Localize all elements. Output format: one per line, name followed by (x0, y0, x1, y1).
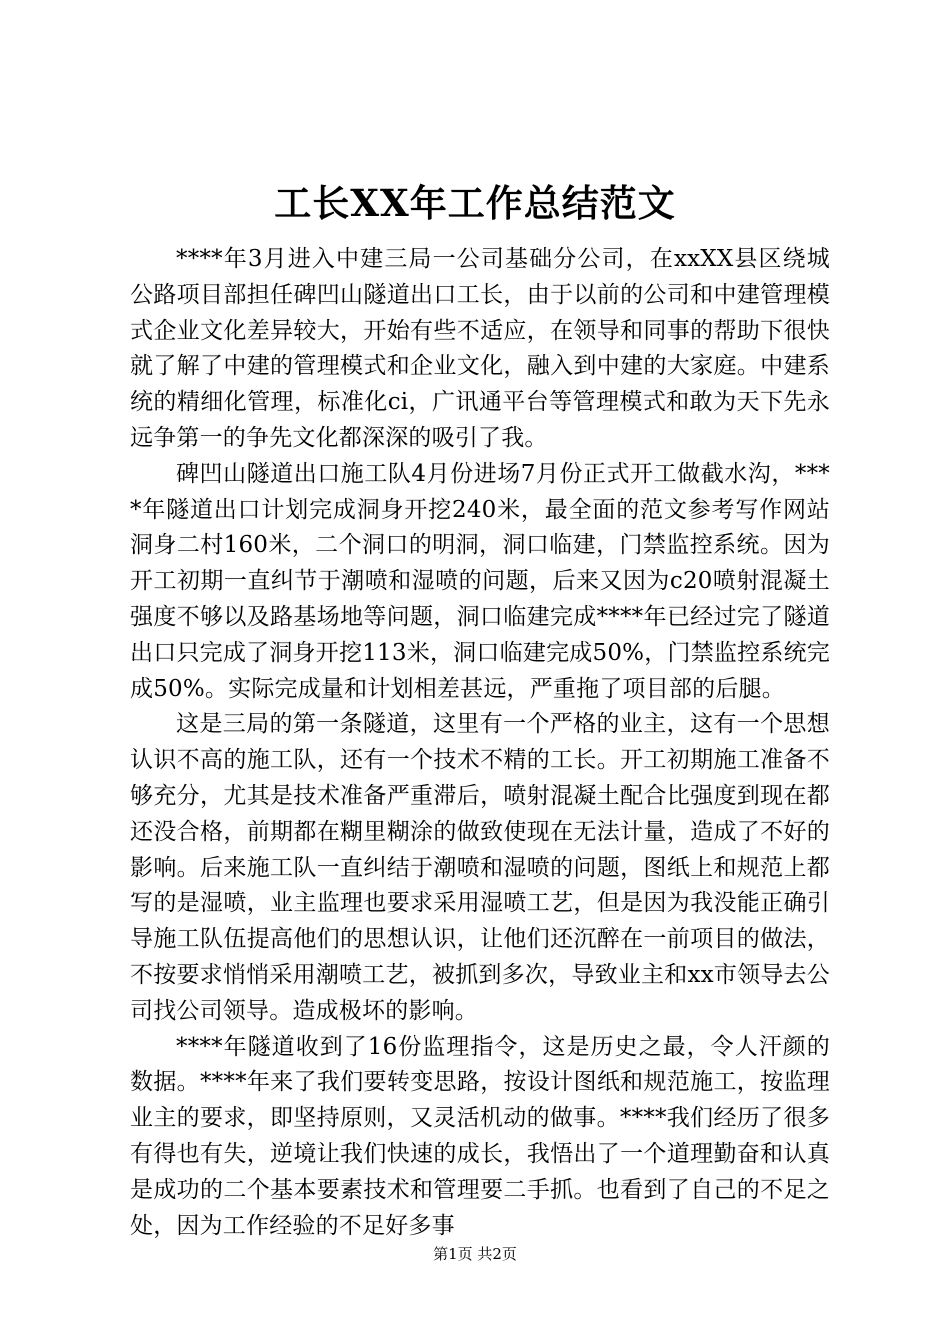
paragraph-2: 碑凹山隧道出口施工队4月份进场7月份正式开工做截水沟，****年隧道出口计划完成洞身开挖240米，最全面的范文参考写作网站洞身二村160米，二个洞口的明洞，洞口临建，门禁监控系统。因为开工初期一直纠节于潮喷和湿喷的问题，后来又因为c20喷射混凝土强度不够以及路基场地等问题，洞口临建完成****年已经过完了隧道出口只完成了洞身开挖113米，洞口临建完成50%，门禁监控系统完成50%。实际完成量和计划相差甚远，严重拖了项目部的后腿。 (130, 460, 830, 702)
paragraph-4: ****年隧道收到了16份监理指令，这是历史之最，令人汗颜的数据。****年来了我们要转变思路，按设计图纸和规范施工，按监理业主的要求，即坚持原则，又灵活机动的做事。****我们经历了很多有得也有失，逆境让我们快速的成长，我悟出了一个道理勤奋和认真是成功的二个基本要素技术和管理要二手抓。也看到了自己的不足之处，因为工作经验的不足好多事 (130, 1033, 830, 1239)
document-title: 工长XX年工作总结范文 (274, 181, 676, 225)
paragraph-1: ****年3月进入中建三局一公司基础分公司，在xxXX县区绕城公路项目部担任碑凹山隧道出口工长，由于以前的公司和中建管理模式企业文化差异较大，开始有些不适应，在领导和同事的帮助下很快就了解了中建的管理模式和企业文化，融入到中建的大家庭。中建系统的精细化管理，标准化ci，广讯通平台等管理模式和敢为天下先永远争第一的争先文化都深深的吸引了我。 (130, 246, 830, 451)
document-body (130, 242, 830, 1244)
paragraph-3: 这是三局的第一条隧道，这里有一个严格的业主，这有一个思想认识不高的施工队，还有一个技术不精的工长。开工初期施工准备不够充分，尤其是技术准备严重滞后，喷射混凝土配合比强度到现在都还没合格，前期都在糊里糊涂的做致使现在无法计量，造成了不好的影响。后来施工队一直纠结于潮喷和湿喷的问题，图纸上和规范上都写的是湿喷，业主监理也要求采用湿喷工艺，但是因为我没能正确引导施工队伍提高他们的思想认识，让他们还沉醉在一前项目的做法，不按要求悄悄采用潮喷工艺，被抓到多次，导致业主和xx市领导去公司找公司领导。造成极坏的影响。 (130, 711, 830, 1024)
page-number-footer: 第1页 共2页 (433, 1245, 517, 1263)
